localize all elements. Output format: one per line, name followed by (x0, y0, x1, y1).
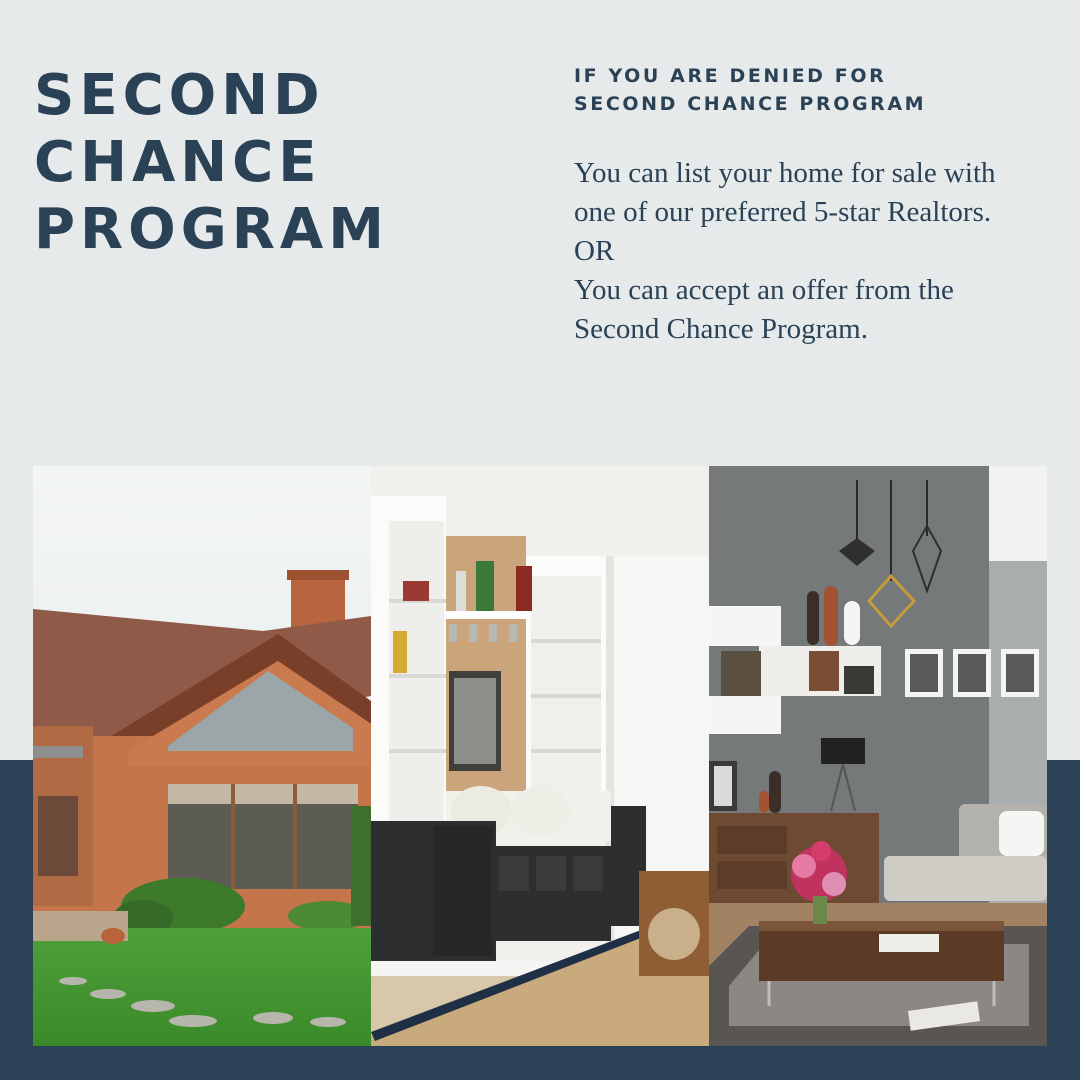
subheading-line-1: IF YOU ARE DENIED FOR (574, 65, 887, 87)
living-room-interior-photo (709, 466, 1047, 1046)
title-line-2: CHANCE (34, 130, 322, 195)
subheading (574, 62, 926, 118)
body-line-2: one of our preferred 5-star Realtors. (574, 196, 992, 228)
body-line-5: Second Chance Program. (574, 313, 868, 345)
photo-collage (33, 466, 1047, 1046)
subheading-line-2: SECOND CHANCE PROGRAM (574, 93, 927, 115)
page-title (34, 62, 389, 263)
body-line-4: You can accept an offer from the (574, 274, 954, 306)
window-seat-shelves-interior-photo (371, 466, 709, 1046)
body-line-3: OR (574, 235, 615, 267)
brick-house-exterior-photo (33, 466, 371, 1046)
title-line-3: PROGRAM (34, 197, 389, 262)
title-line-1: SECOND (34, 63, 325, 128)
body-text (574, 154, 1064, 349)
body-line-1: You can list your home for sale with (574, 157, 996, 189)
